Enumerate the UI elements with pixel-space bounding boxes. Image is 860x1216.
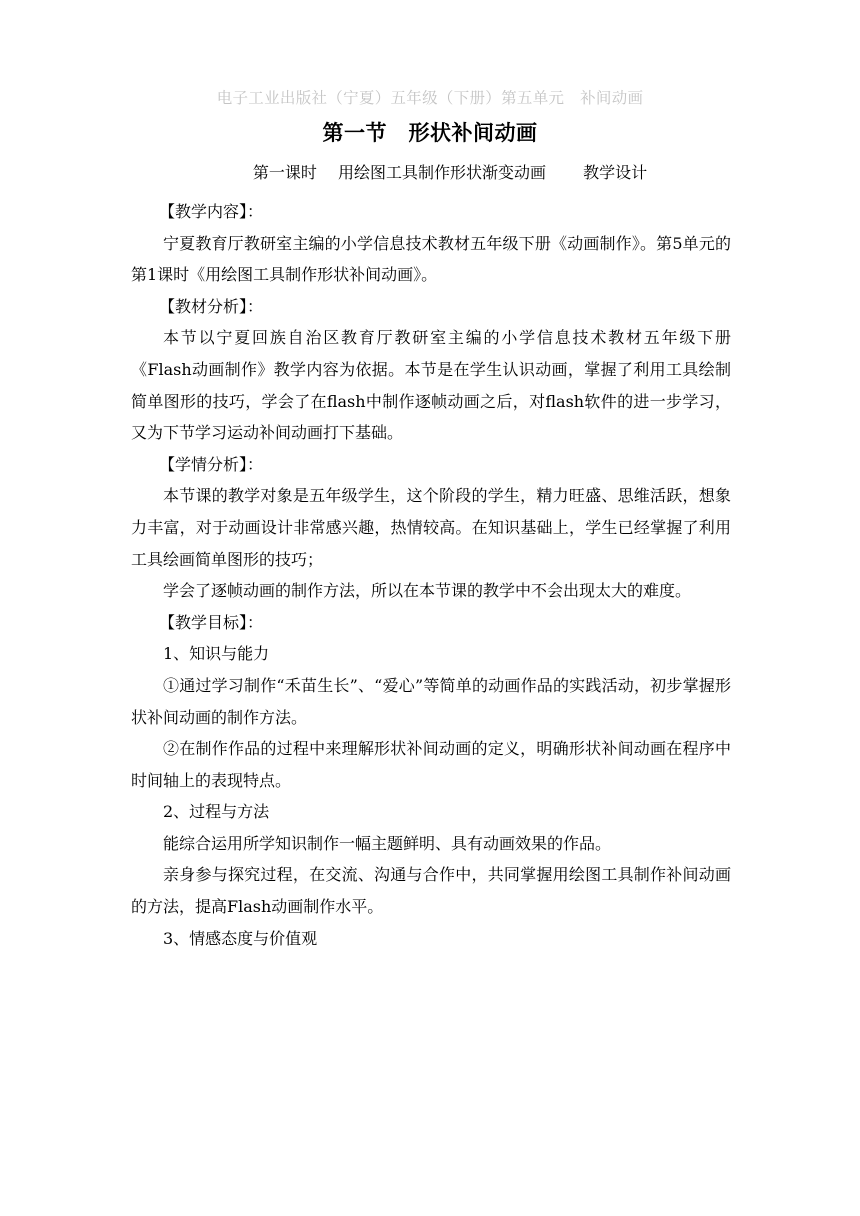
heading-teaching-content: 【教学内容】： [159,202,264,221]
paragraph: 学会了逐帧动画的制作方法，所以在本节课的教学中不会出现太大的难度。 [163,581,692,601]
paragraph: 亲身参与探究过程，在交流、沟通与合作中，共同掌握用绘图工具制作补间动画的方法，提高Flash动画制作水平。 [131,865,731,917]
paragraph: ②在制作作品的过程中来理解形状补间动画的定义，明确形状补间动画在程序中时间轴上的表现特点。 [131,739,731,790]
heading-student-analysis: 【学情分析】： [159,454,264,474]
paragraph: 宁夏教育厅教研室主编的小学信息技术教材五年级下册《动画制作》。第5单元的第1课时《用绘图工具制作形状补间动画》。 [131,233,731,285]
running-header: 电子工业出版社（宁夏）五年级（下册）第五单元 补间动画 [216,89,644,107]
goal-heading: 1、知识与能力 [163,644,270,664]
heading-material-analysis: 【教材分析】： [159,296,264,316]
goal-heading: 2、过程与方法 [163,802,270,822]
section-title: 第一节 形状补间动画 [322,120,538,145]
paragraph: 本节以宁夏回族自治区教育厅教研室主编的小学信息技术教材五年级下册《Flash动画制作》教学内容为依据。本节是在学生认识动画，掌握了利用工具绘制简单图形的技巧，学会了在flash中制作逐帧动画之后，对flash软件的进一步学习，又为下节学习运动补间动画打下基础。 [131,328,731,443]
heading-teaching-goals: 【教学目标】： [159,612,264,632]
document-body [131,196,731,954]
goal-heading: 3、情感态度与价值观 [163,928,318,948]
paragraph: 本节课的教学对象是五年级学生，这个阶段的学生，精力旺盛、思维活跃，想象力丰富，对于动画设计非常感兴趣，热情较高。在知识基础上，学生已经掌握了利用工具绘画简单图形的技巧； [131,486,731,569]
lesson-subtitle: 第一课时 用绘图工具制作形状渐变动画 教学设计 [252,163,648,182]
paragraph: 能综合运用所学知识制作一幅主题鲜明、具有动画效果的作品。 [163,833,612,853]
paragraph: ①通过学习制作“禾苗生长”、“爱心”等简单的动画作品的实践活动，初步掌握形状补间动画的制作方法。 [131,675,731,727]
